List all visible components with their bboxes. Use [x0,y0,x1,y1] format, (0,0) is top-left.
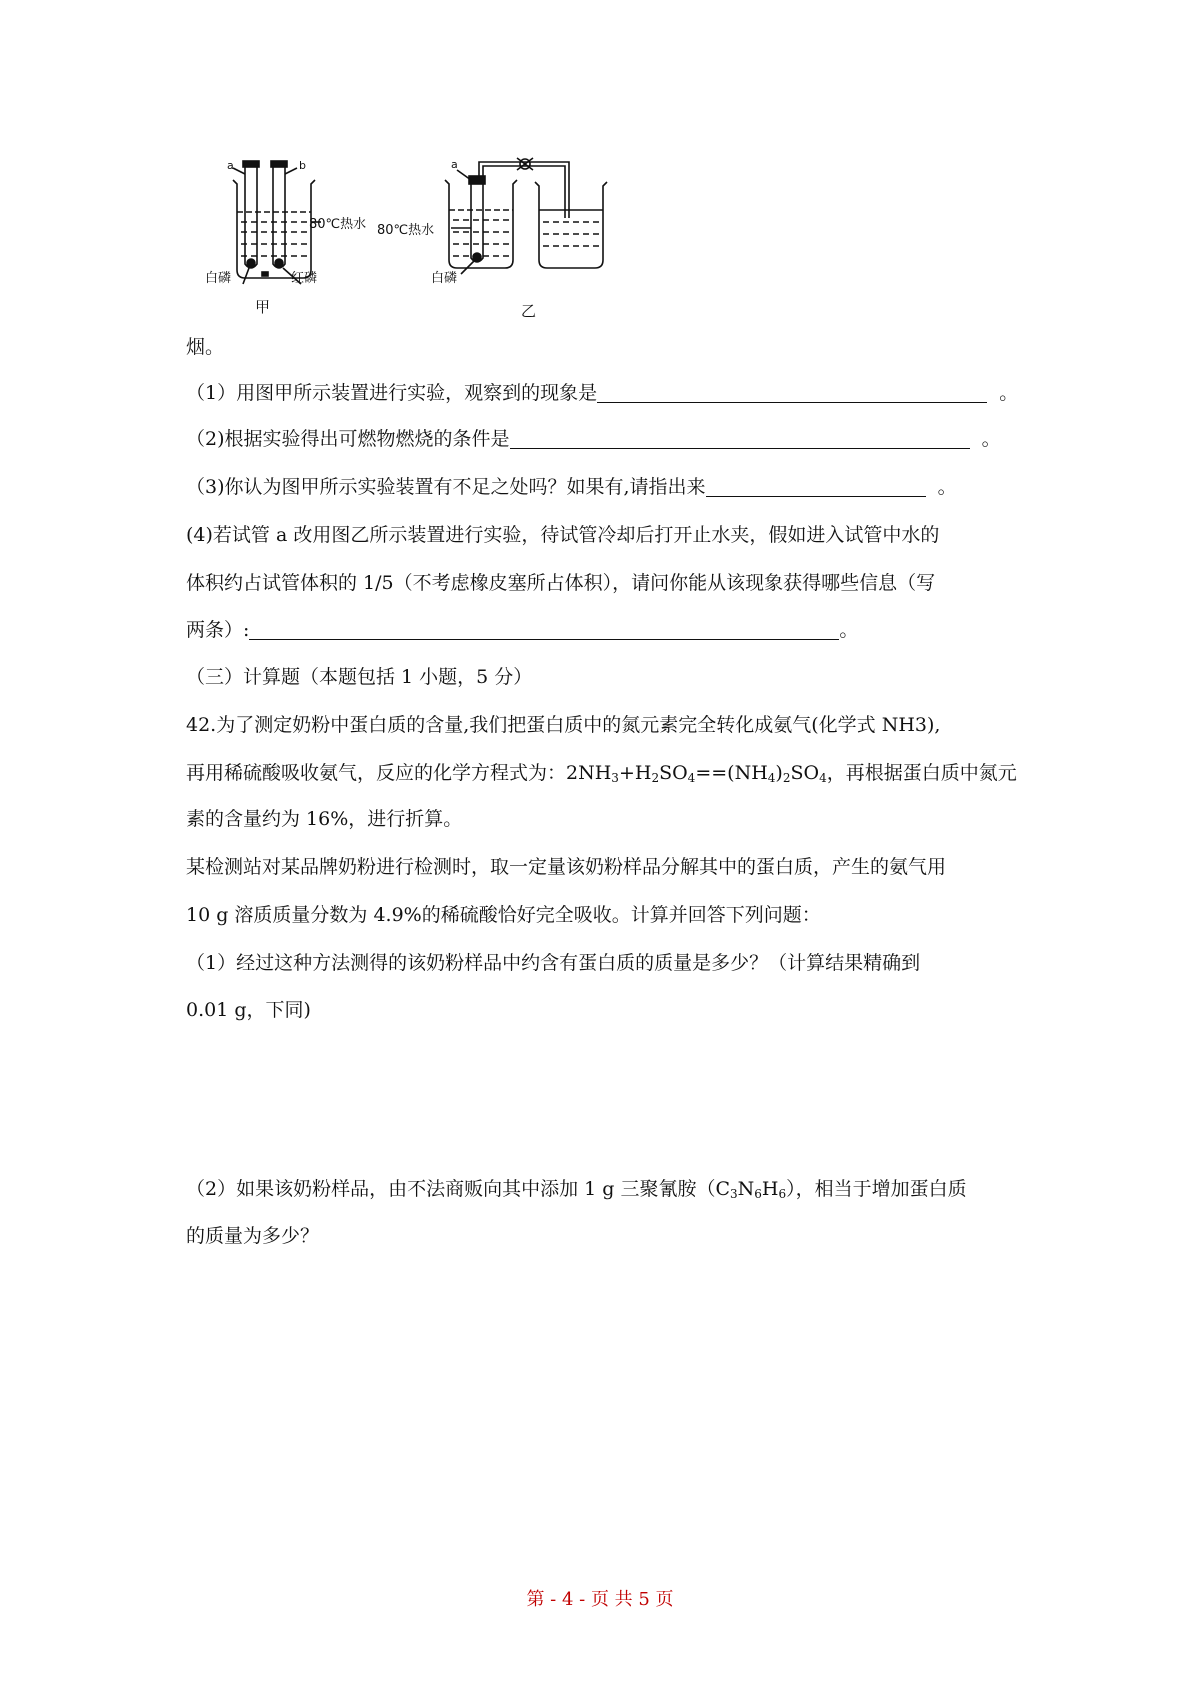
problem-42-line-2 [186,760,1017,791]
problem-42-line-5: 10 g 溶质质量分数为 4.9%的稀硫酸恰好完全吸收。计算并回答下列问题： [186,904,821,926]
question-1 [186,380,1018,406]
subscript: 4 [819,771,827,785]
subscript: 4 [767,771,776,785]
subscript: 6 [754,1187,762,1201]
problem-42-q1-line-1: （1）经过这种方法测得的该奶粉样品中约含有蛋白质的质量是多少？（计算结果精确到 [186,952,921,974]
problem-42-line-4: 某检测站对某品牌奶粉进行检测时，取一定量该奶粉样品分解其中的蛋白质，产生的氨气用 [186,856,947,878]
label-a-jia: a [227,159,234,172]
question-text: H [761,1178,779,1200]
question-4-line-3 [186,617,858,643]
question-3 [186,474,957,500]
answer-blank-4[interactable] [249,619,839,640]
question-3-text: （3)你认为图甲所示实验装置有不足之处吗？如果有,请指出来 [186,476,706,498]
period: 。 [839,619,859,641]
problem-42-q2-line-1 [186,1176,967,1207]
subscript: 3 [611,771,619,785]
question-text: N [737,1178,755,1200]
label-a-yi: a [451,158,458,171]
subscript: 2 [782,771,791,785]
caption-yi: 乙 [521,302,537,320]
period: 。 [937,476,957,498]
text-line: 烟。 [186,336,225,358]
apparatus-diagram [205,158,695,350]
subscript: 2 [651,771,660,785]
problem-42-q2-line-2: 的质量为多少？ [186,1225,320,1247]
label-white-phosphorus-yi: 白磷 [431,271,458,286]
question-1-text: （1）用图甲所示装置进行实验，观察到的现象是 [186,382,598,404]
question-4-line-2: 体积约占试管体积的 1/5（不考虑橡皮塞所占体积），请问你能从该现象获得哪些信息（写 [186,572,936,594]
equation-part: +H [618,762,652,784]
subscript: 6 [778,1187,787,1201]
label-red-phosphorus: 红磷 [291,271,318,286]
answer-blank-1[interactable] [597,382,987,403]
equation-part: ==(NH [695,762,768,784]
equation-part: SO [659,762,688,784]
question-text: ），相当于增加蛋白质 [786,1178,967,1200]
equation-part: ) [775,762,783,784]
question-2-text: （2)根据实验得出可燃物燃烧的条件是 [186,428,510,450]
answer-blank-3[interactable] [706,476,926,497]
caption-jia: 甲 [255,298,271,316]
problem-42-line-3: 素的含量约为 16%，进行折算。 [186,808,463,830]
equation-part: 再用稀硫酸吸收氨气，反应的化学方程式为：2NH [186,762,612,784]
answer-blank-2[interactable] [510,428,970,449]
label-white-phosphorus-jia: 白磷 [205,271,232,286]
period: 。 [999,382,1019,404]
subscript: 3 [730,1187,738,1201]
question-text: （2）如果该奶粉样品，由不法商贩向其中添加 1 g 三聚氰胺（C [186,1178,730,1200]
question-2 [186,426,1001,452]
label-hot-water-jia: 80℃热水 [309,217,367,232]
question-4-text: 两条）: [186,619,250,641]
experiment-figure [205,158,695,350]
problem-42-line-1: 42.为了测定奶粉中蛋白质的含量,我们把蛋白质中的氮元素完全转化成氨气(化学式 NH3), [186,714,941,736]
apparatus-jia [233,161,321,284]
page-footer: 第 - 4 - 页 共 5 页 [526,1589,674,1610]
equation-part: ，再根据蛋白质中氮元 [826,762,1017,784]
apparatus-yi [445,158,607,274]
subscript: 4 [687,771,696,785]
equation-part: SO [790,762,820,784]
label-hot-water-yi: 80℃热水 [377,223,435,238]
problem-42-q1-line-2: 0.01 g，下同) [186,999,311,1021]
question-4-line-1: (4)若试管 a 改用图乙所示装置进行实验，待试管冷却后打开止水夹，假如进入试管中水的 [186,524,940,546]
period: 。 [981,428,1001,450]
label-b-jia: b [299,159,306,172]
section-heading: （三）计算题（本题包括 1 小题，5 分） [186,666,533,688]
